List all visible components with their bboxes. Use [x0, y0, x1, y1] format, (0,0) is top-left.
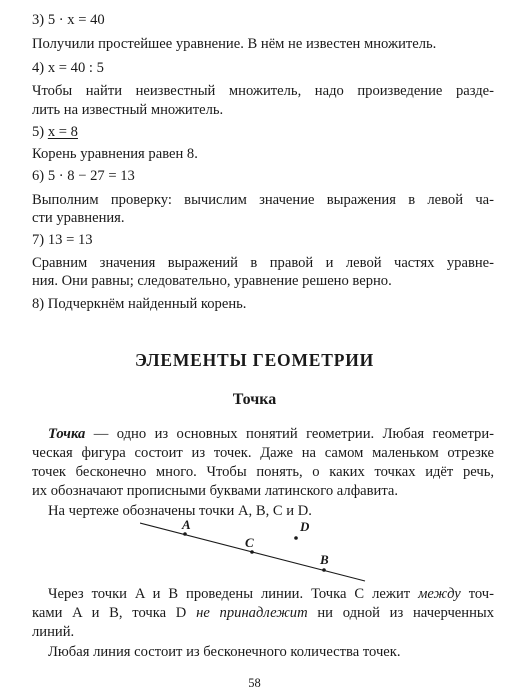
point-b [322, 568, 326, 572]
explanation-line-1 [48, 584, 494, 604]
step-5-explanation: Корень уравнения равен 8. [32, 146, 198, 162]
step-8: 8) Подчеркнём найденный корень. [32, 296, 247, 312]
point-c [250, 550, 254, 554]
points-diagram [140, 516, 370, 584]
label-b: B [320, 552, 329, 567]
step-expression: 13 = 13 [47, 232, 93, 248]
definition-text: — одно из основных понятий геометрии. Любая геометри- [85, 426, 494, 442]
step-expression: x = 40 : 5 [47, 60, 104, 76]
label-d: D [300, 519, 310, 534]
emphasis-between: между [418, 586, 461, 602]
definition-line-2: ческая фигура состоит из точек. Даже на самом маленьком отрезке [32, 445, 494, 461]
emphasis-not-belong: не принадлежит [196, 605, 308, 621]
step-7 [32, 230, 494, 250]
points-sentence: На чертеже обозначены точки A, B, C и D. [48, 503, 312, 519]
point-d [294, 536, 298, 540]
step-7-explanation-line-1: Сравним значения выражений в правой и левой частях уравне- [32, 255, 494, 271]
step-expression: 5 · 8 − 27 = 13 [47, 168, 135, 184]
explanation-text: точ- [460, 586, 495, 602]
point-a [183, 532, 187, 536]
defined-term: Точка [48, 426, 86, 442]
explanation-text: Через точки A и B проведены линии. Точка C лежит [48, 586, 419, 602]
step-5 [32, 122, 494, 142]
label-a: A [182, 517, 191, 532]
label-c: C [245, 535, 254, 550]
step-7-explanation-line-2: ния. Они равны; следовательно, уравнение решено верно. [32, 273, 392, 289]
step-6 [32, 166, 494, 186]
definition-line-4: их обозначают прописными буквами латинского алфавита. [32, 483, 399, 499]
step-expression: 5 · x = 40 [47, 12, 105, 28]
step-label: 3) [32, 12, 45, 28]
page-number: 58 [248, 676, 261, 690]
section-title: ЭЛЕМЕНТЫ ГЕОМЕТРИИ [134, 350, 375, 370]
step-6-explanation-line-2: сти уравнения. [32, 210, 125, 226]
explanation-text: ками A и B, точка D [32, 605, 197, 621]
step-3-explanation: Получили простейшее уравнение. В нём не известен множитель. [32, 36, 437, 52]
found-root-expression: x = 8 [47, 124, 78, 140]
step-4 [32, 58, 494, 78]
step-4-explanation-line-1: Чтобы найти неизвестный множитель, надо произведение разде- [32, 83, 494, 99]
step-label: 5) [32, 124, 45, 140]
step-3 [32, 10, 494, 30]
explanation-text: ни одной из начерченных [307, 605, 494, 621]
definition-line-1 [48, 424, 494, 444]
step-6-explanation-line-1: Выполним проверку: вычислим значение выражения в левой ча- [32, 192, 494, 208]
explanation-line-2 [32, 603, 494, 623]
step-label: 7) [32, 232, 45, 248]
subsection-title: Точка [232, 391, 277, 408]
step-label: 4) [32, 60, 45, 76]
step-4-explanation-line-2: лить на известный множитель. [32, 102, 224, 118]
definition-line-3: точек бесконечно много. Чтобы понять, о каких точках идёт речь, [32, 464, 494, 480]
closing-sentence: Любая линия состоит из бесконечного количества точек. [48, 644, 401, 660]
step-label: 6) [32, 168, 45, 184]
explanation-line-3: линий. [32, 624, 75, 640]
